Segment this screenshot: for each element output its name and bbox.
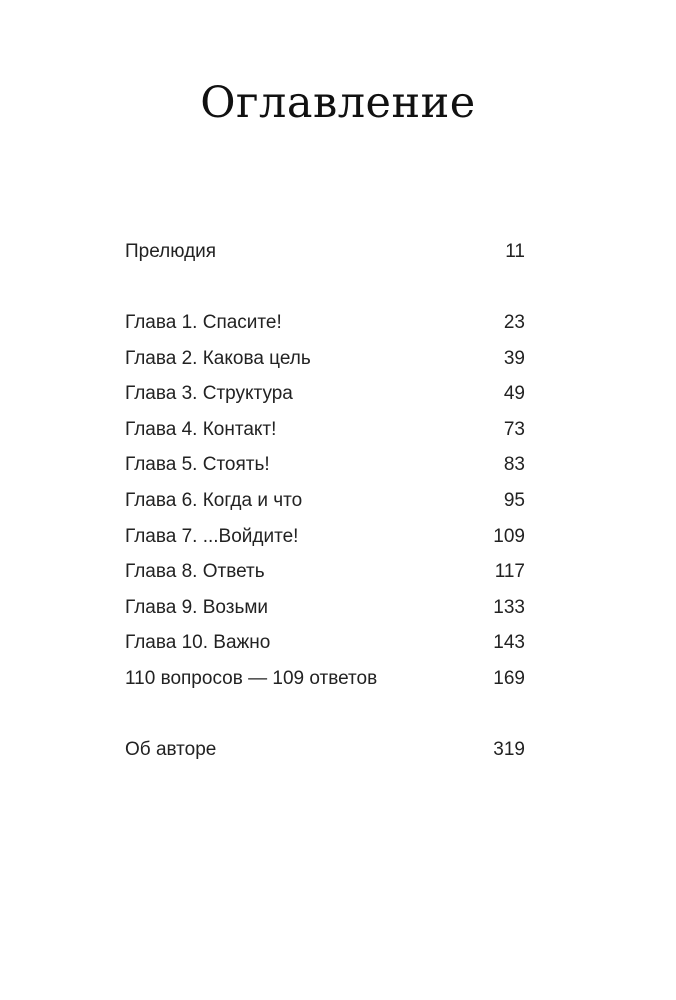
toc-entry-page: 133 <box>493 597 525 618</box>
toc-entry-chapter-1 <box>125 310 525 336</box>
toc-entry-chapter-10 <box>125 630 525 656</box>
toc-entry-prelude <box>125 239 525 265</box>
toc-entry-label: Глава 5. Стоять! <box>125 454 270 475</box>
toc-entry-page: 109 <box>493 526 525 547</box>
toc-entry-chapter-3 <box>125 381 525 407</box>
toc-entry-chapter-2 <box>125 346 525 372</box>
toc-entry-chapter-4 <box>125 417 525 443</box>
toc-entry-chapter-7 <box>125 524 525 550</box>
toc-entry-page: 117 <box>494 561 525 582</box>
toc-entry-chapter-6 <box>125 488 525 514</box>
toc-entry-page: 23 <box>503 312 525 333</box>
toc-entry-label: Глава 3. Структура <box>125 383 293 404</box>
toc-entry-page: 49 <box>503 383 525 404</box>
toc-entry-page: 83 <box>503 454 525 475</box>
toc-entry-label: Глава 7. ...Войдите! <box>125 526 299 547</box>
toc-entry-label: 110 вопросов — 109 ответов <box>125 668 378 689</box>
toc-entry-label: Глава 10. Важно <box>125 632 271 653</box>
toc-entry-label: Глава 6. Когда и что <box>125 490 303 511</box>
toc-entry-page: 39 <box>503 348 525 369</box>
toc-entry-page: 169 <box>493 668 525 689</box>
page-title: Оглавление <box>200 78 476 128</box>
toc-entry-page: 143 <box>493 632 525 653</box>
toc-entry-label: Глава 1. Спасите! <box>125 312 282 333</box>
toc-entry-page: 73 <box>503 419 525 440</box>
toc-entry-chapter-9 <box>125 595 525 621</box>
toc-entry-about-author <box>125 737 525 763</box>
toc-entry-page: 11 <box>505 241 525 262</box>
toc-entry-page: 319 <box>493 739 525 760</box>
toc-entry-label: Глава 8. Ответь <box>125 561 265 582</box>
toc-entry-label: Глава 9. Возьми <box>125 597 269 618</box>
toc-entry-questions <box>125 666 525 692</box>
toc-entry-page: 95 <box>503 490 525 511</box>
toc-entry-label: Глава 4. Контакт! <box>125 419 277 440</box>
toc-entry-label: Об авторе <box>125 739 217 760</box>
toc-entry-chapter-8 <box>125 559 525 585</box>
toc-entry-label: Прелюдия <box>125 241 217 262</box>
toc-entry-label: Глава 2. Какова цель <box>125 348 311 369</box>
toc-entry-chapter-5 <box>125 452 525 478</box>
